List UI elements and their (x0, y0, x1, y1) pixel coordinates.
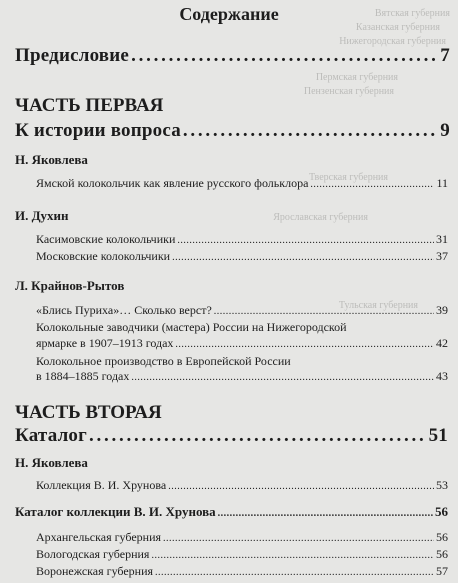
author-name: И. Духин (15, 208, 69, 223)
author-name: Н. Яковлева (15, 152, 88, 167)
part-heading: ЧАСТЬ ПЕРВАЯ (15, 95, 164, 116)
toc-page-number: 9 (440, 120, 450, 141)
author-name: Н. Яковлева (15, 455, 88, 470)
toc-entry[interactable] (36, 564, 448, 579)
leader-dots (172, 252, 434, 263)
toc-entry[interactable] (36, 249, 448, 264)
page-title: Содержание (179, 4, 279, 24)
toc-page-number: 42 (436, 336, 448, 350)
toc-entry-line1: Колокольные заводчики (мастера) России на Нижегородской (36, 320, 347, 334)
leader-dots (131, 372, 434, 383)
toc-page-number: 53 (436, 478, 448, 492)
toc-entry-title: Каталог (15, 425, 87, 446)
leader-dots (151, 550, 434, 561)
bleed-text: Тульская губерния (338, 300, 418, 311)
toc-entry[interactable] (36, 547, 448, 562)
toc-entry-catalog-part[interactable] (15, 425, 448, 447)
bleed-text: Ярославская губерния (273, 212, 368, 223)
toc-page-number: 56 (436, 547, 448, 561)
toc-page-number: 31 (436, 232, 448, 246)
toc-page-number: 51 (428, 425, 448, 446)
toc-entry-line1: Колокольное производство в Европейской России (36, 354, 291, 368)
toc-entry[interactable] (36, 336, 448, 351)
toc-entry-title: К истории вопроса (15, 120, 181, 141)
toc-entry-preface[interactable] (15, 45, 450, 67)
toc-page-number: 56 (435, 504, 448, 519)
toc-page-number: 57 (436, 564, 448, 578)
toc-page-number: 56 (436, 530, 448, 544)
toc-entry[interactable] (36, 303, 448, 318)
bleed-text: Нижегородская губерния (339, 36, 446, 47)
toc-entry[interactable] (36, 369, 448, 384)
leader-dots (163, 533, 434, 544)
toc-entry-title: Касимовские колокольчики (36, 232, 176, 246)
toc-entry-title: Воронежская губерния (36, 564, 154, 578)
leader-dots (183, 120, 438, 142)
toc-entry-title: в 1884–1885 годах (36, 369, 130, 383)
toc-entry-title: Ямской колокольчик как явление русского фольклора (36, 176, 309, 190)
leader-dots (214, 306, 434, 317)
leader-dots (175, 339, 434, 350)
toc-entry[interactable] (36, 176, 448, 191)
toc-page-number: 7 (440, 45, 450, 66)
toc-entry-catalog-collection[interactable] (15, 504, 448, 520)
leader-dots (89, 425, 427, 447)
bleed-text: Тверская губерния (308, 172, 388, 183)
toc-page-number: 11 (436, 176, 448, 190)
toc-entry-title: Архангельская губерния (36, 530, 162, 544)
leader-dots (177, 235, 434, 246)
toc-entry-title: Каталог коллекции В. И. Хрунова (15, 504, 216, 519)
author-name: Л. Крайнов-Рытов (15, 278, 125, 293)
toc-entry[interactable] (36, 478, 448, 493)
bleed-text: Казанская губерния (355, 22, 440, 33)
toc-page-number: 37 (436, 249, 448, 263)
bleed-text: Пермская губерния (315, 72, 398, 83)
toc-entry-history[interactable] (15, 120, 450, 142)
leader-dots (168, 481, 434, 492)
leader-dots (155, 567, 434, 578)
toc-entry-title: Вологодская губерния (36, 547, 150, 561)
toc-entry-title: Предисловие (15, 45, 130, 66)
toc-page-number: 43 (436, 369, 448, 383)
toc-entry-title: Коллекция В. И. Хрунова (36, 478, 167, 492)
bleed-text: Пензенская губерния (303, 86, 394, 97)
toc-entry[interactable] (36, 232, 448, 247)
toc-page-number: 39 (436, 303, 448, 317)
toc-entry-title: ярмарке в 1907–1913 годах (36, 336, 174, 350)
toc-entry[interactable] (36, 530, 448, 545)
toc-entry-title: Московские колокольчики (36, 249, 171, 263)
leader-dots (131, 45, 438, 67)
part-heading: ЧАСТЬ ВТОРАЯ (15, 402, 162, 423)
bleed-text: Вятская губерния (374, 8, 450, 19)
toc-entry-title: «Блись Пуриха»… Сколько верст? (36, 303, 212, 317)
leader-dots (310, 179, 434, 190)
leader-dots (218, 508, 433, 519)
